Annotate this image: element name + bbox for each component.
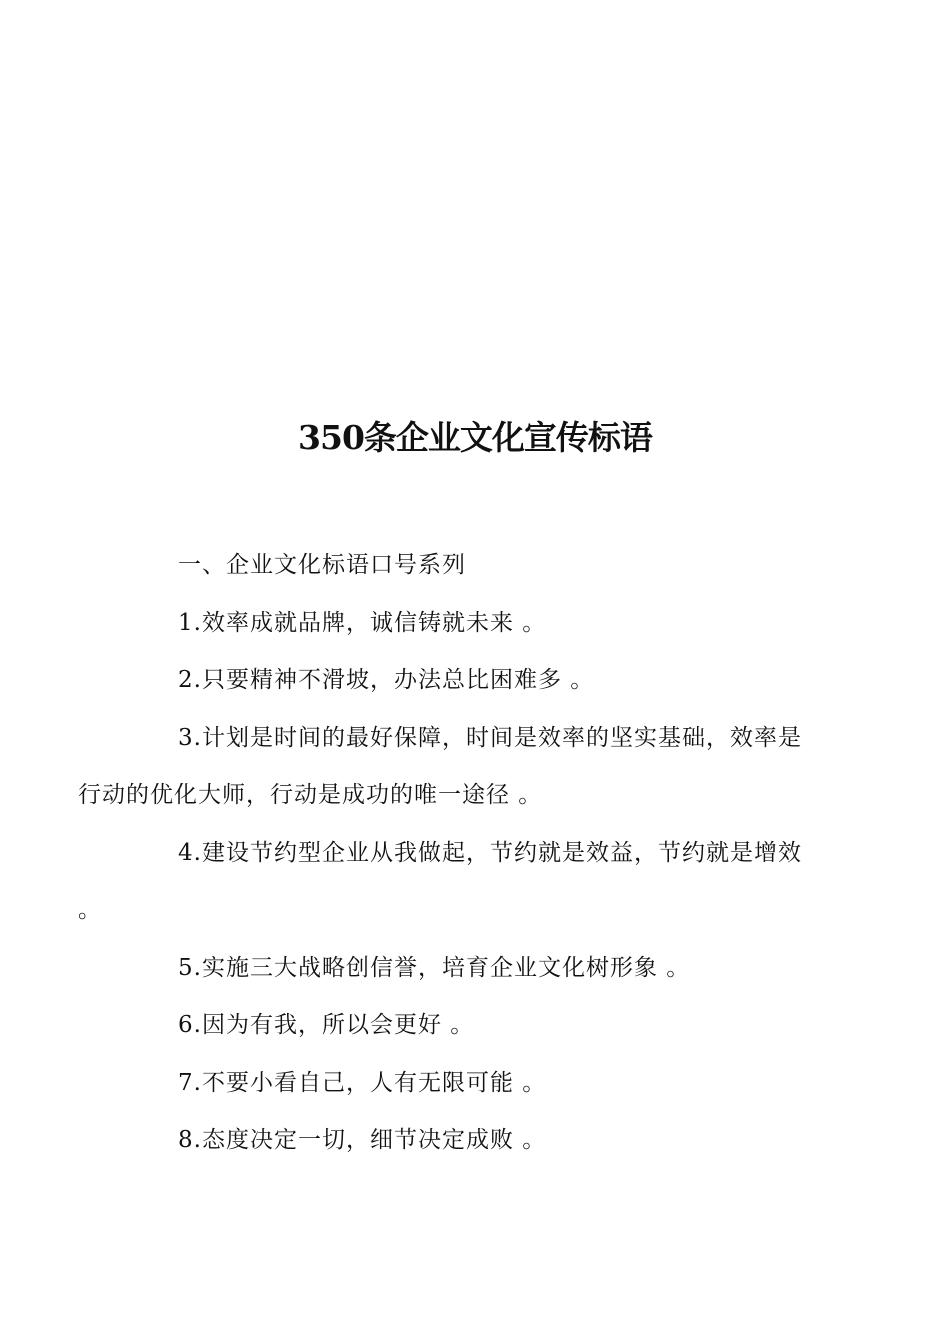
document-title: 350条企业文化宣传标语 (298, 418, 652, 457)
slogan-text: 5.实施三大战略创信誉，培育企业文化树形象 。 (178, 954, 691, 981)
slogan-text-line1: 4.建设节约型企业从我做起，节约就是效益，节约就是增效 (178, 839, 802, 866)
section-heading (128, 537, 838, 595)
slogan-text: 2.只要精神不滑坡，办法总比困难多 。 (178, 667, 595, 693)
slogan-text: 8.态度决定一切，细节决定成败 。 (178, 1127, 547, 1153)
slogan-item-6 (128, 997, 838, 1055)
slogan-text-line2: 。 (78, 897, 102, 923)
slogan-item-3 (78, 710, 838, 825)
slogan-item-5 (128, 940, 838, 998)
slogan-text-line1: 3.计划是时间的最好保障，时间是效率的坚实基础，效率是 (178, 724, 802, 751)
section-heading-text: 一、企业文化标语口号系列 (178, 552, 466, 578)
slogan-item-1 (128, 595, 838, 653)
document-body (78, 537, 838, 1170)
slogan-item-4 (78, 825, 838, 940)
slogan-text-line2: 行动的优化大师，行动是成功的唯一途径 。 (78, 782, 543, 808)
slogan-item-2 (128, 652, 838, 710)
slogan-item-7 (128, 1055, 838, 1113)
slogan-text: 7.不要小看自己，人有无限可能 。 (178, 1069, 547, 1096)
slogan-text: 1.效率成就品牌，诚信铸就未来 。 (178, 609, 547, 636)
slogan-text: 6.因为有我，所以会更好 。 (178, 1012, 475, 1038)
slogan-item-8 (128, 1112, 838, 1170)
